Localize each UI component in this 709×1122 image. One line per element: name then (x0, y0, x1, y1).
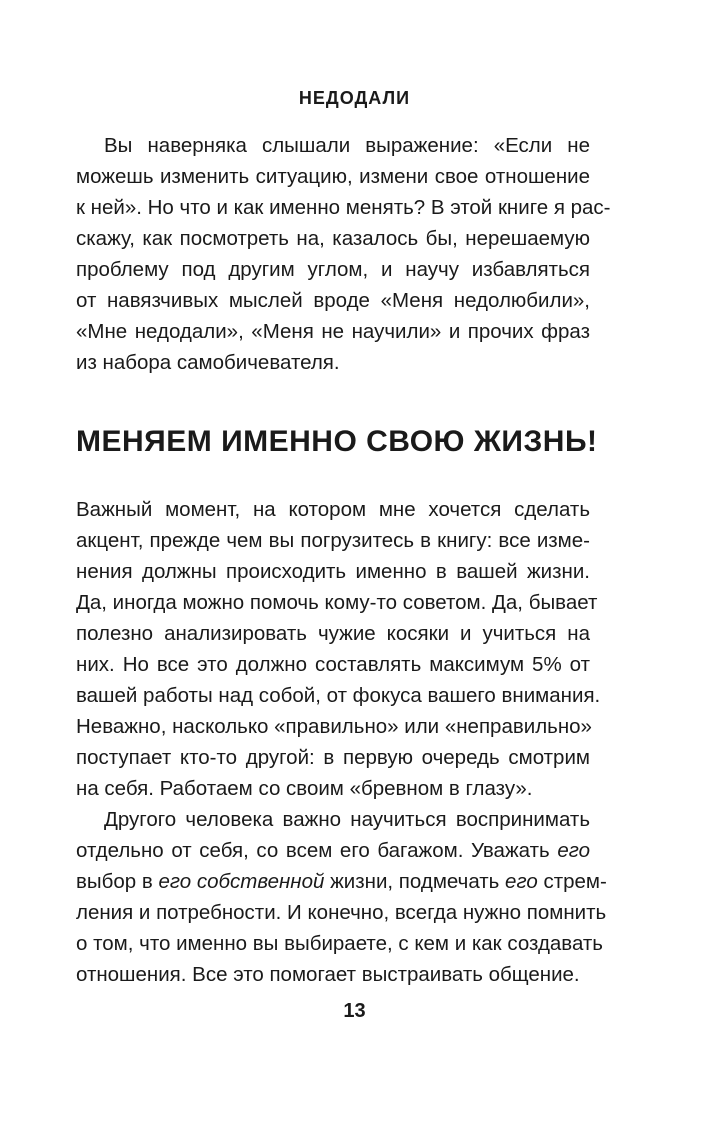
paragraph-line: вашей работы над собой, от фокуса вашего внимания. (76, 684, 601, 707)
running-head: НЕДОДАЛИ (298, 88, 411, 108)
section-heading: МЕНЯЕМ ИМЕННО СВОЮ ЖИЗНЬ! (76, 425, 598, 458)
paragraph-line (76, 866, 607, 897)
paragraph-line: Другого человека важно научиться воспринимать (104, 808, 590, 831)
paragraph-line: от навязчивых мыслей вроде «Меня недолюбили», (76, 289, 590, 312)
paragraph-line: о том, что именно вы выбираете, с кем и как создавать (76, 932, 603, 955)
paragraph-line: Важный момент, на котором мне хочется сделать (76, 498, 590, 521)
paragraph-line: Да, иногда можно помочь кому-то советом. Да, бывает (76, 591, 598, 614)
paragraph-line: проблему под другим углом, и научу избавляться (76, 258, 590, 281)
closing-paragraph (76, 804, 607, 990)
page-number: 13 (343, 1000, 366, 1022)
text-run: жизни, подмечать (330, 870, 500, 893)
paragraph-line: «Мне недодали», «Меня не научили» и прочих фраз (76, 320, 590, 343)
text-run: стрем- (543, 870, 607, 893)
paragraph-line: них. Но все это должно составлять максимум 5% от (76, 653, 590, 676)
body-paragraph (76, 494, 601, 804)
paragraph-line (76, 835, 590, 866)
paragraph-line: скажу, как посмотреть на, казалось бы, нерешаемую (76, 227, 590, 250)
text-run: выбор в (76, 870, 153, 893)
paragraph-line: на себя. Работаем со своим «бревном в глазу». (76, 777, 533, 800)
paragraph-line: к ней». Но что и как именно менять? В этой книге я рас- (76, 196, 611, 219)
emphasis-text: его (505, 870, 538, 893)
paragraph-line: можешь изменить ситуацию, измени свое отношение (76, 165, 590, 188)
emphasis-text: его (557, 839, 590, 862)
paragraph-line: Неважно, насколько «правильно» или «неправильно» (76, 715, 592, 738)
text-run: отдельно от себя, со всем его багажом. Уважать (76, 839, 550, 862)
paragraph-line: акцент, прежде чем вы погрузитесь в книгу: все изме- (76, 529, 590, 552)
paragraph-line: полезно анализировать чужие косяки и учиться на (76, 622, 590, 645)
paragraph-line: из набора самобичевателя. (76, 351, 340, 374)
emphasis-text: его собственной (158, 870, 325, 893)
paragraph-line: поступает кто-то другой: в первую очередь смотрим (76, 746, 590, 769)
paragraph-line: ления и потребности. И конечно, всегда нужно помнить (76, 901, 607, 924)
intro-paragraph (76, 130, 611, 378)
paragraph-line: нения должны происходить именно в вашей жизни. (76, 560, 590, 583)
paragraph-line: отношения. Все это помогает выстраивать общение. (76, 963, 580, 986)
paragraph-line: Вы наверняка слышали выражение: «Если не (104, 134, 590, 157)
